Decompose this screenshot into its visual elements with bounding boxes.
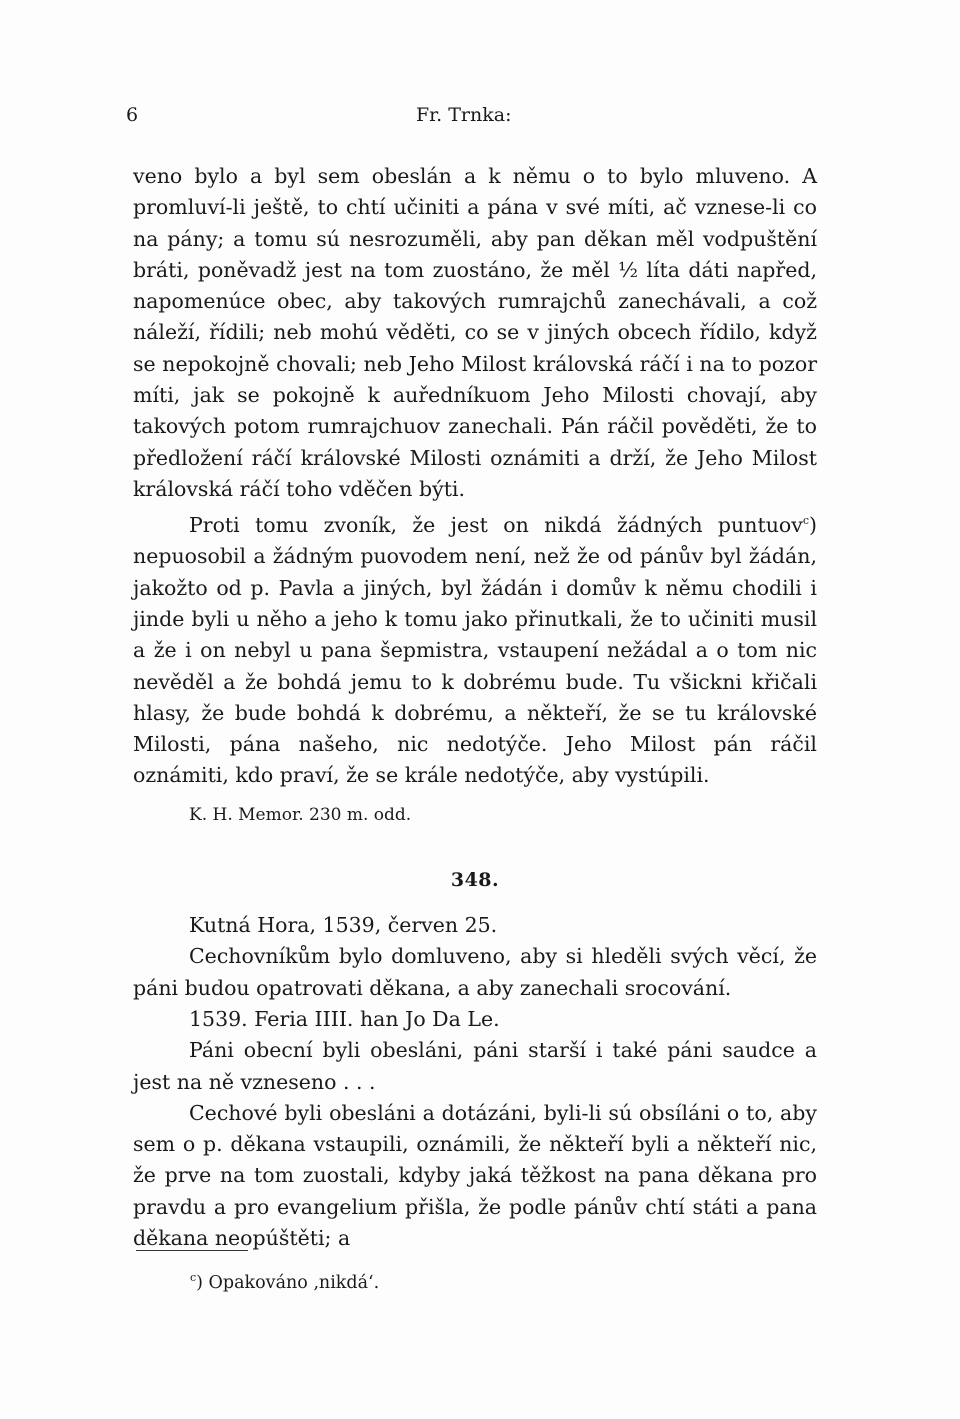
footnote bbox=[190, 1265, 379, 1296]
paragraph-2-text-b: ) nepuosobil a žádným puovodem není, než že od pánův byl žádán, jakožto od p. Pavla a jiných, byl žádán i domův k němu chodili i jinde byli u něho a jeho k tomu jako přinutkali, že to učiniti musil a že i on nebyl u pana šepmistra, vstaupení nežádal a o tom nic nevěděl a že bohdá jemu to k dobrému bude. Tu všickni křičali hlasy, že bude bohdá k dobrému, a někteří, že se tu královské Milosti, pána našeho, nic nedotýče. Jeho Milost pán ráčil oznámiti, kdo praví, že se krále nedotýče, aby vystúpili. bbox=[133, 513, 817, 788]
document-number: 348. bbox=[450, 868, 500, 891]
source-citation: K. H. Memor. 230 m. odd. bbox=[189, 804, 412, 825]
dateline: Kutná Hora, 1539, červen 25. bbox=[189, 913, 498, 938]
paragraph-1: veno bylo a byl sem obeslán a k němu o to bylo mluveno. A promluví-li ještě, to chtí učiniti a pána v své míti, ač vznese-li co na pány; a tomu sú nesrozuměli, aby pan děkan měl vodpuštění bráti, poněvadž jest na tom zuostáno, že měl ½ líta dáti napřed, napomenúce obec, aby takových rumrajchů zanechávali, a což náleží, řídili; neb mohú věděti, co se v jiných obcech řídilo, když se nepokojně chovali; neb Jeho Milost královská ráčí i na to pozor míti, jak se pokojně k auředníkuom Jeho Milosti chovají, aby takových potom rumrajchuov zanechali. Pán ráčil pověděti, že to předložení ráčí královské Milosti oznámiti a drží, že Jeho Milost královská ráčí toho vděčen býti. bbox=[133, 164, 817, 501]
footnote-mark: c bbox=[190, 1271, 197, 1284]
paragraph-5: Páni obecní byli obesláni, páni starší i také páni saudce a jest na ně vzneseno . . . bbox=[133, 1038, 817, 1094]
footnote-reference: c bbox=[802, 514, 809, 528]
paragraph-2-text-a: Proti tomu zvoník, že jest on nikdá žádných puntuov bbox=[189, 513, 803, 538]
main-text bbox=[133, 161, 817, 1254]
footnote-text: ) Opakováno ‚nikdá‘. bbox=[196, 1272, 380, 1293]
paragraph-6: Cechové byli obesláni a dotázáni, byli-li sú obsíláni o to, aby sem o p. děkana vstaupili, oznámili, že někteří byli a někteří nic, že prve na tom zuostali, kdyby jaká těžkost na pana děkana pro pravdu a pro evangelium přišla, že podle pánův chtí státi a pana děkana neopúštěti; a bbox=[133, 1100, 817, 1251]
running-head: Fr. Trnka: bbox=[416, 104, 512, 126]
paragraph-2 bbox=[133, 505, 817, 792]
paragraph-3: Cechovníkům bylo domluveno, aby si hleděli svých věcí, že páni budou opatrovati děkana, a aby zanechali srocování. bbox=[133, 944, 817, 1000]
page-header bbox=[126, 104, 826, 134]
page-number: 6 bbox=[126, 104, 139, 126]
paragraph-4: 1539. Feria IIII. han Jo Da Le. bbox=[189, 1006, 500, 1031]
footnote-divider bbox=[136, 1250, 248, 1251]
